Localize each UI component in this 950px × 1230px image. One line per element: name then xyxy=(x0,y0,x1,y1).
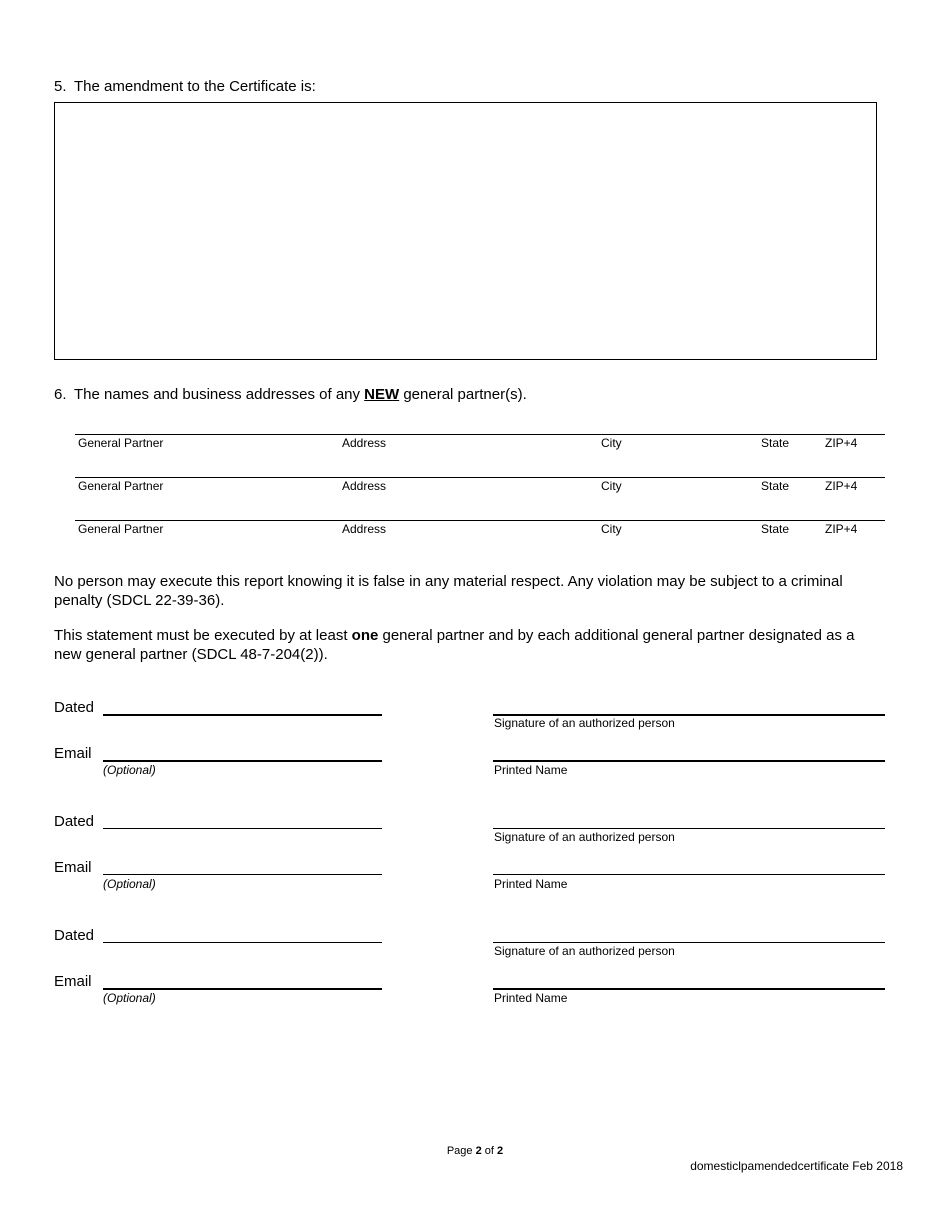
dated-field[interactable] xyxy=(103,714,382,716)
partner-col-zip: ZIP+4 xyxy=(825,479,858,493)
statement-after: general partner and by each additional general partner designated as a new general partner (SDCL 48-7-204(2)). xyxy=(54,627,855,663)
partner-col-state: State xyxy=(761,522,790,536)
page-current: 2 xyxy=(475,1145,482,1157)
optional-label: (Optional) xyxy=(103,763,156,777)
partner-col-state: State xyxy=(761,436,790,450)
section-6-number: 6. xyxy=(54,386,67,403)
partner-col-city: City xyxy=(601,436,622,450)
email-field[interactable] xyxy=(103,874,382,875)
printed-name-field[interactable] xyxy=(493,760,885,762)
partner-col-name: General Partner xyxy=(78,436,164,450)
printed-name-caption: Printed Name xyxy=(494,877,568,891)
partner-col-city: City xyxy=(601,479,622,493)
partner-col-zip: ZIP+4 xyxy=(825,522,858,536)
partner-col-name: General Partner xyxy=(78,522,164,536)
partner-col-name: General Partner xyxy=(78,479,164,493)
printed-name-caption: Printed Name xyxy=(494,991,568,1005)
page-prefix: Page xyxy=(446,1145,476,1157)
execution-statement xyxy=(54,626,884,664)
section-6-text-after: general partner(s). xyxy=(399,386,527,403)
dated-field[interactable] xyxy=(103,942,382,943)
optional-label: (Optional) xyxy=(103,877,156,891)
printed-name-field[interactable] xyxy=(493,874,885,875)
printed-name-caption: Printed Name xyxy=(494,763,568,777)
dated-field[interactable] xyxy=(103,828,382,829)
section-5-heading xyxy=(54,78,316,95)
partner-col-city: City xyxy=(601,522,622,536)
section-6-emphasis: NEW xyxy=(364,386,400,403)
signature-caption: Signature of an authorized person xyxy=(494,830,675,844)
amendment-text-box[interactable] xyxy=(54,102,877,360)
partner-row[interactable] xyxy=(75,477,885,494)
section-5-number: 5. xyxy=(54,78,67,95)
form-id-footer: domesticlpamendedcertificate Feb 2018 xyxy=(690,1159,903,1173)
page-of: of xyxy=(481,1145,498,1157)
false-report-notice: No person may execute this report knowing it is false in any material respect. Any violation may be subject to a criminal penalty (SDCL 22-39-36). xyxy=(54,573,843,609)
signature-caption: Signature of an authorized person xyxy=(494,944,675,958)
partner-col-state: State xyxy=(761,479,790,493)
email-field[interactable] xyxy=(103,988,382,990)
signature-caption: Signature of an authorized person xyxy=(494,716,675,730)
signature-field[interactable] xyxy=(493,828,885,829)
printed-name-field[interactable] xyxy=(493,988,885,990)
email-label: Email xyxy=(54,745,92,762)
partner-col-address: Address xyxy=(342,436,387,450)
partner-col-zip: ZIP+4 xyxy=(825,436,858,450)
statement-emphasis: one xyxy=(351,627,379,644)
email-label: Email xyxy=(54,859,92,876)
partner-row[interactable] xyxy=(75,520,885,537)
partner-col-address: Address xyxy=(342,522,387,536)
dated-label: Dated xyxy=(54,699,95,716)
section-5-text: The amendment to the Certificate is: xyxy=(74,78,316,95)
partner-row[interactable] xyxy=(75,434,885,451)
signature-field[interactable] xyxy=(493,942,885,943)
email-label: Email xyxy=(54,973,92,990)
section-6-text-before: The names and business addresses of any xyxy=(74,386,365,403)
page-number xyxy=(0,1145,950,1157)
page-total: 2 xyxy=(497,1145,504,1157)
dated-label: Dated xyxy=(54,927,95,944)
optional-label: (Optional) xyxy=(103,991,156,1005)
statement-before: This statement must be executed by at least xyxy=(54,627,352,644)
partner-col-address: Address xyxy=(342,479,387,493)
dated-label: Dated xyxy=(54,813,95,830)
email-field[interactable] xyxy=(103,760,382,762)
section-6-heading xyxy=(54,386,527,403)
